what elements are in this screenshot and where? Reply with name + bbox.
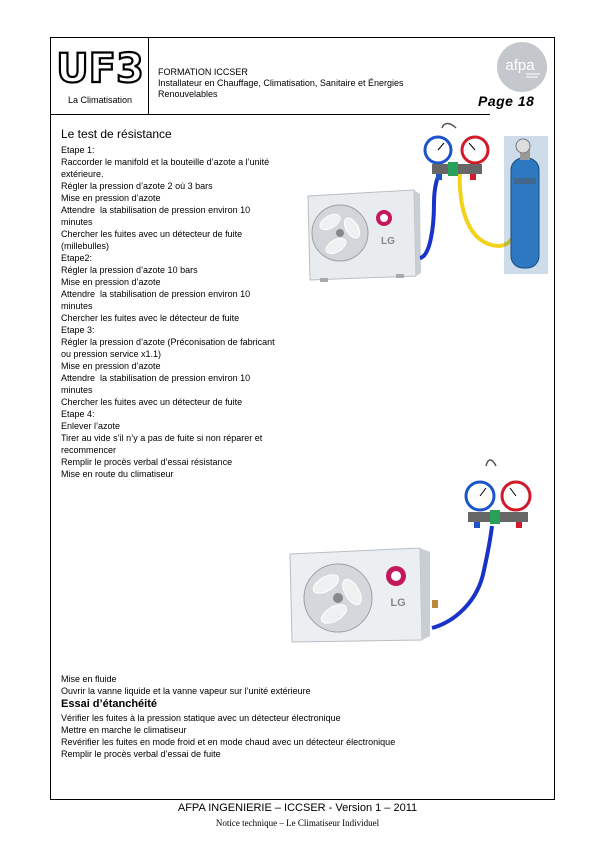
manifold-gauge-set-2 <box>466 460 530 528</box>
fluid-charge-steps <box>61 673 461 697</box>
step-line: Régler la pression d’azote 10 bars <box>61 265 198 275</box>
footer-document-title: Notice technique – Le Climatiseur Individuel <box>215 818 380 828</box>
step-line: minutes <box>61 385 93 395</box>
step-line: Régler la pression d’azote 2 où 3 bars <box>61 181 213 191</box>
uf3-logo-text: UF3 <box>56 46 144 92</box>
resistance-steps <box>61 144 306 480</box>
step-line: Etape2: <box>61 253 93 263</box>
step-line: Attendre la stabilisation de pression environ 10 <box>61 289 251 299</box>
header-divider-horizontal <box>50 114 490 115</box>
step-line: Chercher les fuites avec le détecteur de fuite <box>61 313 240 323</box>
step-line: recommencer <box>61 445 117 455</box>
nitrogen-test-illustration <box>308 118 552 288</box>
section-title-leak-test: Essai d’étanchéité <box>61 698 157 710</box>
step-line: Mise en fluide <box>61 674 117 684</box>
unit-brand-label: LG <box>381 236 395 247</box>
fluid-charge-illustration <box>290 452 552 642</box>
step-line: Raccorder le manifold et la bouteille d’azote a l’unité <box>61 157 270 167</box>
step-line: minutes <box>61 217 93 227</box>
step-line: Ouvrir la vanne liquide et la vanne vapeur sur l’unité extérieure <box>61 686 311 696</box>
step-line: (millebulles) <box>61 241 110 251</box>
step-line: Mise en pression d’azote <box>61 277 161 287</box>
step-line: Chercher les fuites avec un détecteur de fuite <box>61 229 243 239</box>
step-line: ou pression service x1.1) <box>61 349 162 359</box>
page-number: Page 18 <box>478 93 535 109</box>
section-title-resistance: Le test de résistance <box>61 127 172 141</box>
leak-test-steps <box>61 712 501 760</box>
step-line: Enlever l’azote <box>61 421 121 431</box>
module-subtitle: La Climatisation <box>67 95 133 105</box>
step-line: Revérifier les fuites en mode froid et en mode chaud avec un détecteur électronique <box>61 737 396 747</box>
step-line: Etape 3: <box>61 325 95 335</box>
step-line: Vérifier les fuites à la pression statique avec un détecteur électronique <box>61 713 341 723</box>
blue-hose-2 <box>432 526 492 628</box>
step-line: Attendre la stabilisation de pression environ 10 <box>61 205 251 215</box>
step-line: Chercher les fuites avec un détecteur de fuite <box>61 397 243 407</box>
step-line: Mise en route du climatiseur <box>61 469 174 479</box>
uf3-logo <box>56 44 144 92</box>
unit-brand-label-2: LG <box>390 597 406 609</box>
footer-version: AFPA INGENIERIE – ICCSER - Version 1 – 2011 <box>177 802 418 814</box>
header-divider-vertical <box>148 37 149 114</box>
step-line: Régler la pression d’azote (Préconisation de fabricant <box>61 337 275 347</box>
afpa-logo-text: afpa <box>505 57 535 74</box>
outdoor-unit <box>308 190 421 282</box>
formation-line: Installateur en Chauffage, Climatisation, Sanitaire et Énergies <box>158 78 404 88</box>
step-line: Etape 1: <box>61 145 95 155</box>
formation-line: Renouvelables <box>158 89 218 99</box>
step-line: Mise en pression d’azote <box>61 193 161 203</box>
step-line: Attendre la stabilisation de pression environ 10 <box>61 373 251 383</box>
step-line: Mettre en marche le climatiseur <box>61 725 187 735</box>
nitrogen-bottle <box>504 136 548 274</box>
step-line: Etape 4: <box>61 409 95 419</box>
formation-line: FORMATION ICCSER <box>158 67 248 77</box>
step-line: extérieure. <box>61 169 104 179</box>
step-line: Remplir le procès verbal d’essai résistance <box>61 457 233 467</box>
step-line: Tirer au vide s’il n’y a pas de fuite si non réparer et <box>61 433 263 443</box>
afpa-logo <box>496 41 548 93</box>
manifold-gauge-set <box>425 124 488 181</box>
step-line: minutes <box>61 301 93 311</box>
outdoor-unit-2 <box>290 548 438 642</box>
formation-block <box>158 67 443 100</box>
step-line: Remplir le procès verbal d’essai de fuite <box>61 749 221 759</box>
step-line: Mise en pression d’azote <box>61 361 161 371</box>
